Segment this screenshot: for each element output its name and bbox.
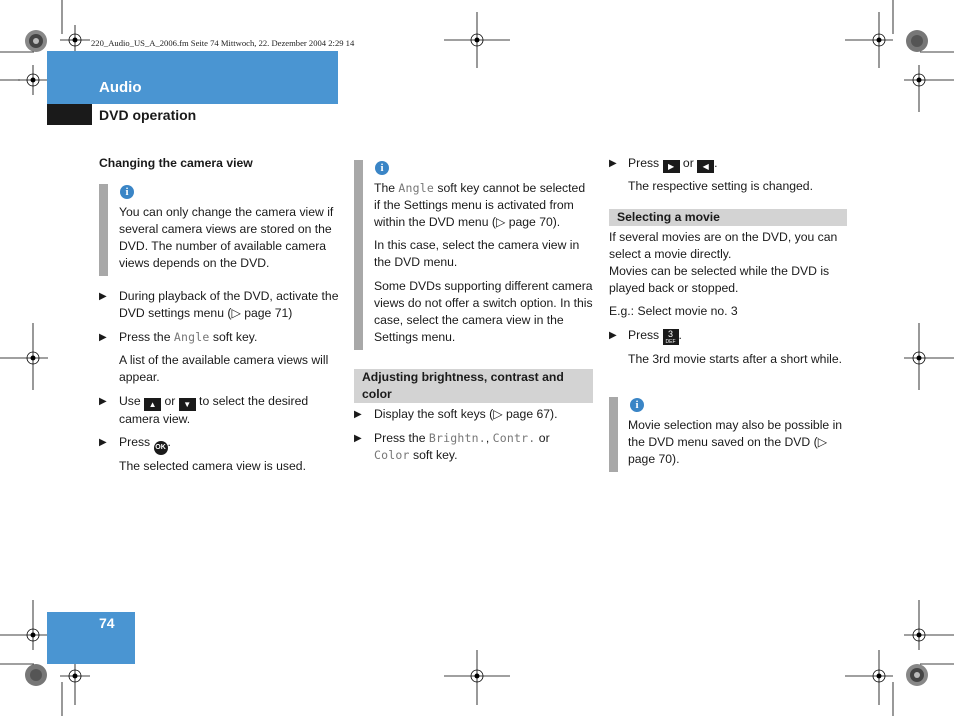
step-display-softkeys: Display the soft keys (▷ page 67). <box>374 407 558 421</box>
contrast-softkey: Contr. <box>492 431 536 445</box>
selecting-movie-section-title: Selecting a movie <box>609 209 847 226</box>
step-bullet: ▶ <box>99 332 107 343</box>
info-bar <box>609 397 618 472</box>
info-movie-selection: Movie selection may also be possible in the DVD menu saved on the DVD (▷ page 70). <box>628 418 843 466</box>
arrow-left-key-icon: ◀ <box>697 160 714 173</box>
info-bar <box>354 160 363 350</box>
step-press-ok: Press OK . <box>119 434 339 455</box>
step-result: The selected camera view is used. <box>119 459 306 473</box>
step-bullet: ▶ <box>354 433 362 444</box>
file-info: 220_Audio_US_A_2006.fm Seite 74 Mittwoch, 22. Dezember 2004 2:29 14 <box>91 38 355 48</box>
step-bullet: ▶ <box>99 396 107 407</box>
brightness-section-title: Adjusting brightness, contrast and color <box>354 369 593 403</box>
brightness-softkey: Brightn. <box>428 431 486 445</box>
movie-paragraph: If several movies are on the DVD, you can select a movie directly. <box>609 230 838 261</box>
ok-button-icon: OK <box>154 441 168 455</box>
step-bullet: ▶ <box>609 330 617 341</box>
subsection-title: DVD operation <box>99 107 197 123</box>
angle-softkey: Angle <box>398 181 435 195</box>
camera-view-heading: Changing the camera view <box>99 156 253 170</box>
step-press-softkeys: Press the Brightn., Contr. or Color soft key. <box>374 431 550 462</box>
movie-example: E.g.: Select movie no. 3 <box>609 304 738 318</box>
angle-softkey: Angle <box>173 330 210 344</box>
info-text: You can only change the camera view if several camera views are stored on the DVD. The number of available camera views depends on the DVD. <box>119 205 334 270</box>
page-ref-arrow-icon: ▷ <box>817 435 828 449</box>
step-result: A list of the available camera views will appear. <box>119 353 329 384</box>
info-bar <box>99 184 108 276</box>
section-header-bar <box>47 51 338 104</box>
arrow-down-key-icon: ▼ <box>179 398 196 411</box>
step-bullet: ▶ <box>99 437 107 448</box>
page-ref-arrow-icon: ▷ <box>231 306 241 320</box>
step-use-arrows: Use ▲ or ▼ to select the desired camera view. <box>119 394 309 426</box>
page-number: 74 <box>99 615 115 631</box>
movie-paragraph: Movies can be selected while the DVD is played back or stopped. <box>609 264 830 295</box>
info-angle-note: The Angle soft key cannot be selected if the Settings menu is activated from within the DVD menu (▷ page 70). <box>374 181 586 229</box>
step-bullet: ▶ <box>99 291 107 302</box>
page-ref-arrow-icon: ▷ <box>493 407 503 421</box>
arrow-up-key-icon: ▲ <box>144 398 161 411</box>
step-press-left-right: Press ▶ or ◀ . <box>628 156 718 171</box>
step-press-3: Press 3 DEF . <box>628 328 682 345</box>
subsection-marker <box>47 104 92 125</box>
info-paragraph: In this case, select the camera view in the DVD menu. <box>374 238 580 269</box>
step-activate-settings: During playback of the DVD, activate the DVD settings menu (▷ page 71) <box>119 289 339 320</box>
page-number-box <box>47 612 135 664</box>
color-softkey: Color <box>374 448 410 462</box>
section-title: Audio <box>99 79 142 96</box>
step-bullet: ▶ <box>354 409 362 420</box>
info-icon: i <box>375 161 389 175</box>
arrow-right-key-icon: ▶ <box>663 160 680 173</box>
info-paragraph: Some DVDs supporting different camera views do not offer a switch option. In this case, select the camera view in the Settings menu. <box>374 279 593 344</box>
step-bullet: ▶ <box>609 158 617 169</box>
info-icon: i <box>630 398 644 412</box>
step-press-angle: Press the Angle soft key. <box>119 330 258 344</box>
step-result: The respective setting is changed. <box>628 179 813 193</box>
info-icon: i <box>120 185 134 199</box>
number-3-key-icon: 3 DEF <box>663 329 679 345</box>
step-result: The 3rd movie starts after a short while. <box>628 352 843 366</box>
page-ref-arrow-icon: ▷ <box>495 215 506 229</box>
